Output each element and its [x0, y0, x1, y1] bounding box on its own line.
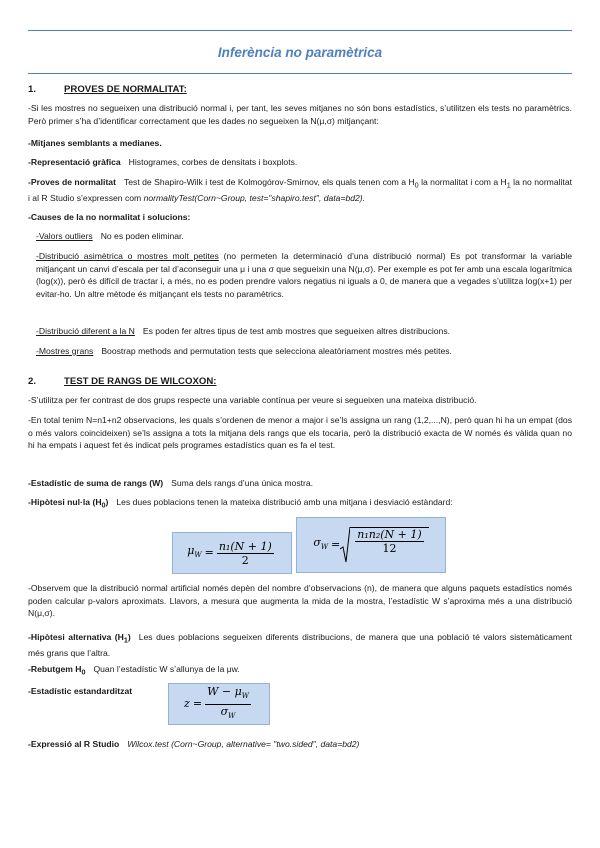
- numerator: $W - \mu_W$: [205, 685, 251, 704]
- denominator: 12: [382, 542, 397, 555]
- s2-item-estandarditzat: [28, 685, 168, 698]
- item-label: [28, 497, 109, 510]
- cause-outliers: [36, 230, 572, 243]
- formula-mu-w: [172, 532, 292, 574]
- section-2-heading: [28, 376, 216, 389]
- subscript: 0: [81, 668, 86, 677]
- item-text: la normalitat i com a H: [418, 177, 507, 187]
- r-code: Wilcox.test (Corn~Group, alternative= "two.sided", data=bd2): [127, 739, 360, 749]
- fraction: [205, 685, 251, 722]
- item-text: Les dues poblacions segueixen diferents distribucions, de manera que una població té valors sistemàticament més grans que l’altra.: [28, 632, 572, 659]
- s2-item-h1: [28, 631, 572, 660]
- item-label: [28, 664, 86, 677]
- subscript: 1: [123, 636, 128, 645]
- denominator: $\sigma_W$: [220, 704, 236, 720]
- equals-sign: =: [192, 696, 203, 710]
- causes-label: -Causes de la no normalitat i solucions:: [28, 212, 191, 222]
- cause-text: Boostrap methods and permutation tests que selecciona aleatòriament mostres més petites.: [101, 346, 452, 356]
- cause-grans: [36, 345, 572, 358]
- label-part: -Rebutgem H: [28, 664, 82, 674]
- denominator: 2: [241, 553, 249, 567]
- cause-text: (no permeten la determinació d’una distribució normal) Es pot transformar la variable mitjançant un canvi d’escala per tal d’aconseguir una μ i una σ que segueixin una N(μ,σ). Per exemple es pot fer amb una escala logarítmica (log(x)), però és difícil de tractar i, a més, no es poden prendre valors negatius ni iguals a 0, de manera que a vegades s’utilitza log(x+1) per evitar-ho. Un altre mètode és mitjançant els tests no paramètrics.: [36, 251, 573, 299]
- cause-label: -Distribució asimètrica o mostres molt petites: [36, 251, 219, 261]
- formula-lhs: $\mu_W$: [187, 543, 202, 559]
- numerator: n₁n₂(N + 1): [357, 528, 422, 541]
- section-1-heading: [28, 84, 187, 97]
- section-number: 2.: [28, 376, 37, 387]
- s2-item-rstudio: [28, 738, 572, 751]
- section-title: TEST DE RANGS DE WILCOXON:: [64, 376, 217, 387]
- cause-diferent: [36, 325, 572, 338]
- r-code: normalityTest(Corn~Group, test="shapiro.test", data=bd2).: [143, 193, 366, 204]
- s1-intro: -Si les mostres no segueixen una distribució normal i, per tant, les seves mitjanes no són bons estadístics, s’utilitzen els tests no paramètrics. Però primer s’ha d’identificar correctament que les dades no segueixen la N(μ,σ) mitjançant:: [28, 103, 572, 126]
- s1-causes-label: [28, 211, 572, 224]
- cause-label: -Mostres grans: [36, 346, 94, 356]
- item-label: -Representació gràfica: [28, 157, 121, 167]
- s1-item-representacio: [28, 156, 572, 169]
- cause-text: Es poden fer altres tipus de test amb mostres que segueixen altres distribucions.: [142, 326, 451, 336]
- equals-sign: =: [331, 537, 341, 551]
- item-label: -Proves de normalitat: [28, 177, 116, 187]
- formula-sigma-w: [296, 517, 446, 573]
- item-text: Test de Shapiro-Wilk i test de Kolmogórov-Smirnov, els quals tenen com a H: [123, 177, 415, 187]
- formula-lhs: z: [184, 696, 190, 710]
- cause-text: No es poden eliminar.: [100, 231, 184, 241]
- label-part: -Hipòtesi alternativa (H: [28, 632, 124, 642]
- fraction: [355, 528, 423, 555]
- cause-label: -Valors outliers: [36, 231, 93, 241]
- item-label: -Estadístic de suma de rangs (W): [28, 478, 164, 488]
- title-rule: [28, 73, 572, 74]
- s1-item-mitjanes: [28, 137, 572, 150]
- top-rule: [28, 30, 572, 31]
- formula-z: [168, 683, 270, 725]
- s2-paragraph-ranks: -En total tenim N=n1+n2 observacions, les quals s’ordenen de menor a major i se’ls assigna un rang (1,2,...,N), però quan hi ha un empat (dos o més valors coincideixen) se’ls assigna a tots la mitjana dels rangs que els tocaria, però la distribució exacta de W només és vàlida quan no hi ha empats i aquest fet és indicat pels programes estadístics quan es fa el test.: [28, 415, 572, 451]
- section-number: 1.: [28, 84, 37, 95]
- item-label: -Estadístic estandarditzat: [28, 686, 133, 696]
- cause-label: -Distribució diferent a la N: [36, 326, 135, 336]
- item-label: [28, 632, 131, 645]
- s2-intro: -S’utilitza per fer contrast de dos grups respecte una variable contínua per veure si segueixen una mateixa distribució.: [28, 395, 477, 405]
- subscript: 1: [506, 181, 511, 190]
- label-part: ): [127, 632, 131, 642]
- item-label: -Expressió al R Studio: [28, 739, 120, 749]
- s2-item-rebutgem: [28, 663, 572, 679]
- formula-lhs: $\sigma_W$: [313, 535, 329, 551]
- item-label: -Mitjanes semblants a medianes.: [28, 138, 162, 148]
- item-text: la no normalitat i al R Studio s’expressen com: [28, 177, 572, 204]
- item-text: Quan l’estadístic W s’allunya de la μw.: [93, 664, 240, 674]
- page-title: Inferència no paramètrica: [217, 45, 383, 60]
- equals-sign: =: [204, 545, 214, 559]
- s1-item-proves: [28, 176, 572, 205]
- item-text: Les dues poblacions tenen la mateixa distribució amb una mitjana i desviació estàndard:: [116, 497, 453, 507]
- square-root: [340, 527, 428, 563]
- item-text: Suma dels rangs d’una única mostra.: [171, 478, 314, 488]
- label-part: ): [105, 497, 109, 507]
- numerator: n₁(N + 1): [218, 539, 272, 553]
- label-part: -Hipòtesi nul·la (H: [28, 497, 102, 507]
- item-text: Histogrames, corbes de densitats i boxplots.: [128, 157, 298, 167]
- radical-icon: [340, 527, 350, 563]
- subscript: 0: [414, 181, 419, 190]
- s2-paragraph-observem: -Observem que la distribució normal artificial només depèn del nombre d’observacions (n), de manera que alguns paquets estadístics només poden calcular p-valors aproximats. Llavors, a mesura que augmenta la mida de la mostra, l’estadístic W s’aproxima més a una distribució N(μ,σ).: [28, 583, 572, 619]
- s2-item-w: [28, 477, 572, 490]
- subscript: 0: [101, 501, 106, 510]
- cause-asimetrica: [36, 250, 572, 300]
- fraction: [217, 540, 274, 567]
- section-title: PROVES DE NORMALITAT:: [64, 84, 187, 95]
- s2-item-h0: [28, 496, 572, 512]
